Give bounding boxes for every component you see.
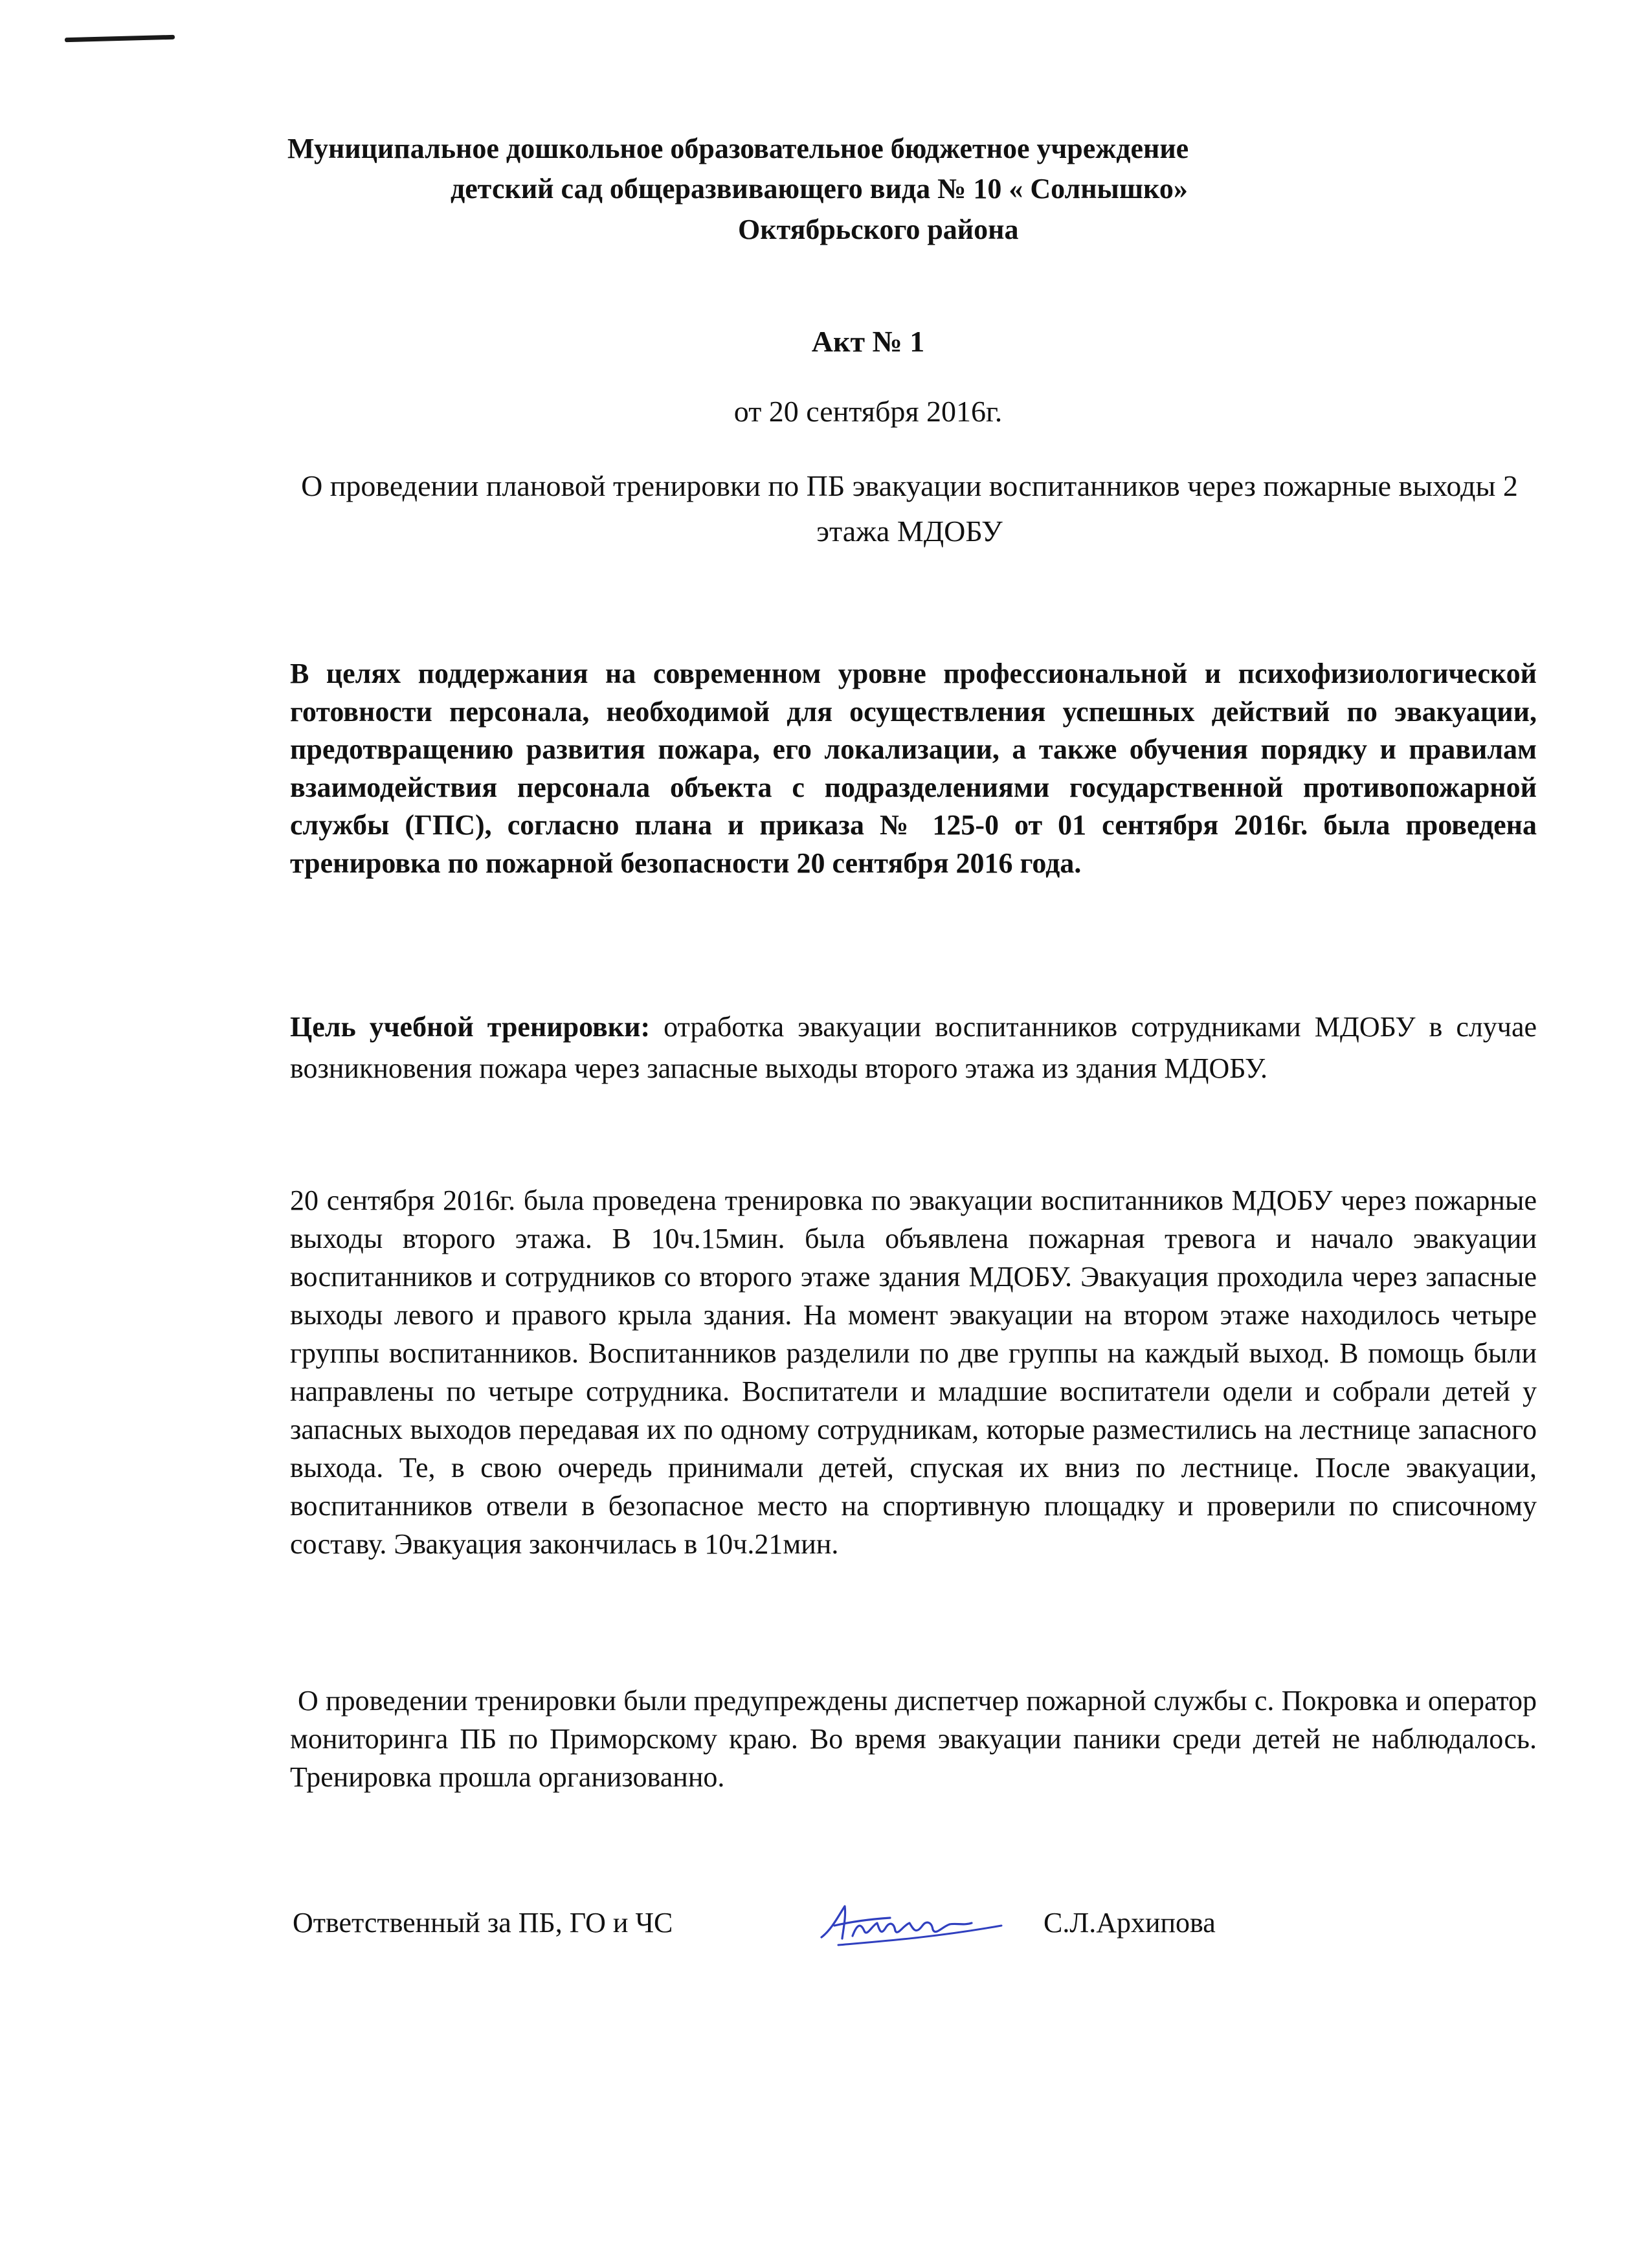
- conclusion-paragraph: О проведении тренировки были предупреждены диспетчер пожарной службы с. Покровка и оператор мониторинга ПБ по Приморскому краю. Во время эвакуации паники среди детей не наблюдалось. Тренировка прошла организованно.: [290, 1685, 1537, 1793]
- goal-label: Цель учебной тренировки:: [290, 1011, 651, 1043]
- intro-paragraph: В целях поддержания на современном уровне профессиональной и психофизиологической готовности персонала, необходимой для осуществления успешных действий по эвакуации, предотвращению развития пожара, его локализации, а также обучения порядку и правилам взаимодействия персонала объекта с подразделениями государственной противопожарной службы (ГПС), согласно плана и приказа № 125-0 от 01 сентября 2016г. была проведена тренировка по пожарной безопасности 20 сентября 2016 года.: [290, 658, 1537, 879]
- header-line-3: Октябрьского района: [738, 214, 1019, 245]
- header-line-2: детский сад общеразвивающего вида № 10 « Солнышко»: [451, 173, 1188, 205]
- responsible-name: С.Л.Архипова: [1044, 1907, 1216, 1939]
- scan-edge-mark: [65, 35, 175, 42]
- act-date: от 20 сентября 2016г.: [733, 395, 1003, 428]
- goal-paragraph: [290, 1006, 1537, 1089]
- description-paragraph: 20 сентября 2016г. была проведена тренировка по эвакуации воспитанников МДОБУ через пожарные выходы второго этажа. В 10ч.15мин. была объявлена пожарная тревога и начало эвакуации воспитанников и сотрудников со второго этаже здания МДОБУ. Эвакуация проходила через запасные выходы левого и правого крыла здания. На момент эвакуации на втором этаже находилось четыре группы воспитанников. Воспитанников разделили по две группы на каждый выход. В помощь были направлены по четыре сотрудника. Воспитатели и младшие воспитатели одели и собрали детей у запасных выходов передавая их по одному сотрудникам, которые разместились на лестнице запасного выхода. Те, в свою очередь принимали детей, спуская их вниз по лестнице. После эвакуации, воспитанников отвели в безопасное место на спортивную площадку и проверили по списочному составу. Эвакуация закончилась в 10ч.21мин.: [290, 1184, 1537, 1560]
- header-line-1: Муниципальное дошкольное образовательное бюджетное учреждение: [287, 133, 1189, 164]
- responsible-label: Ответственный за ПБ, ГО и ЧС: [293, 1907, 673, 1939]
- act-title: Акт № 1: [811, 325, 925, 358]
- handwritten-signature: [812, 1900, 1007, 1951]
- signature-row: [0, 1900, 1652, 1958]
- goal-text: отработка эвакуации воспитанников сотрудниками МДОБУ в случае возникновения пожара через запасные выходы второго этажа из здания МДОБУ.: [290, 1011, 1537, 1084]
- act-subject: О проведении плановой тренировки по ПБ эвакуации воспитанников через пожарные выходы 2 этажа МДОБУ: [301, 469, 1518, 548]
